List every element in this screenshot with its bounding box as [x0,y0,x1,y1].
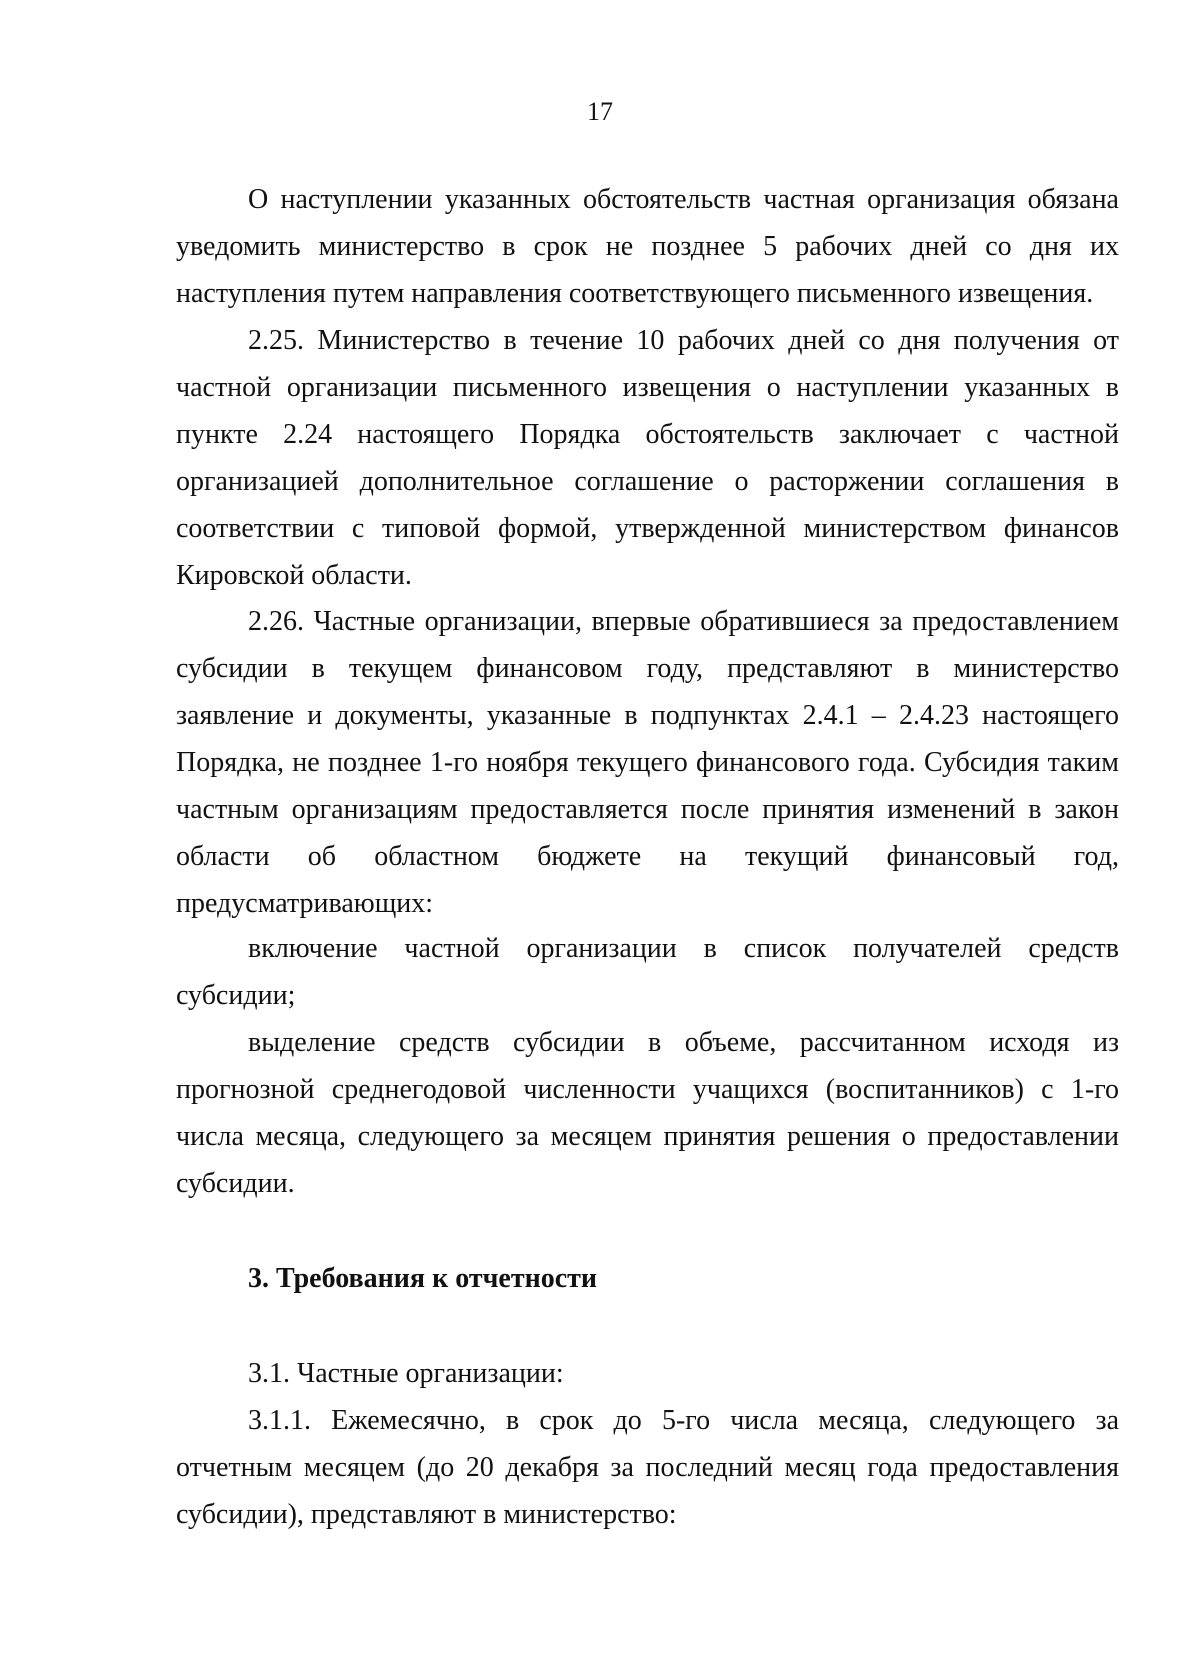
section-heading: 3. Требования к отчетности [248,1263,598,1294]
paragraph-3-1-1 [176,1397,1119,1538]
page-number: 17 [587,97,613,126]
paragraph-allocation [176,1019,1119,1207]
paragraph-text: 2.25. Министерство в течение 10 рабочих дней со дня получения от частной организации письменного извещения о наступлении указанных в пункте 2.24 настоящего Порядка обстоятельств заключает с частной организацией дополнительное соглашение о расторжении соглашения в соответствии с типовой формой, утвержденной министерством финансов Кировской области. [176,325,1119,591]
paragraph-text: 3.1.1. Ежемесячно, в срок до 5-го числа месяца, следующего за отчетным месяцем (до 20 декабря за последний месяц года предоставления субсидии), представляют в министерство: [176,1405,1119,1530]
paragraph-notification-duty [176,176,1119,317]
paragraph-3-1 [176,1350,1119,1397]
paragraph-text: выделение средств субсидии в объеме, рассчитанном исходя из прогнозной среднегодовой численности учащихся (воспитанников) с 1-го числа месяца, следующего за месяцем принятия решения о предоставлении субсидии. [176,1027,1119,1199]
paragraph-text: 3.1. Частные организации: [248,1358,564,1389]
paragraph-inclusion [176,925,1119,1019]
paragraph-text: О наступлении указанных обстоятельств частная организация обязана уведомить министерство в срок не позднее 5 рабочих дней со дня их наступления путем направления соответствующего письменного извещения. [176,184,1119,309]
paragraph-2-26 [176,598,1119,927]
paragraph-2-25 [176,317,1119,599]
paragraph-text: 2.26. Частные организации, впервые обратившиеся за предоставлением субсидии в текущем финансовом году, представляют в министерство заявление и документы, указанные в подпунктах 2.4.1 – 2.4.23 настоящего Порядка, не позднее 1-го ноября текущего финансового года. Субсидия таким частным организациям предоставляется после принятия изменений в закон области об областном бюджете на текущий финансовый год, предусматривающих: [176,606,1119,919]
paragraph-text: включение частной организации в список получателей средств субсидии; [176,933,1119,1011]
